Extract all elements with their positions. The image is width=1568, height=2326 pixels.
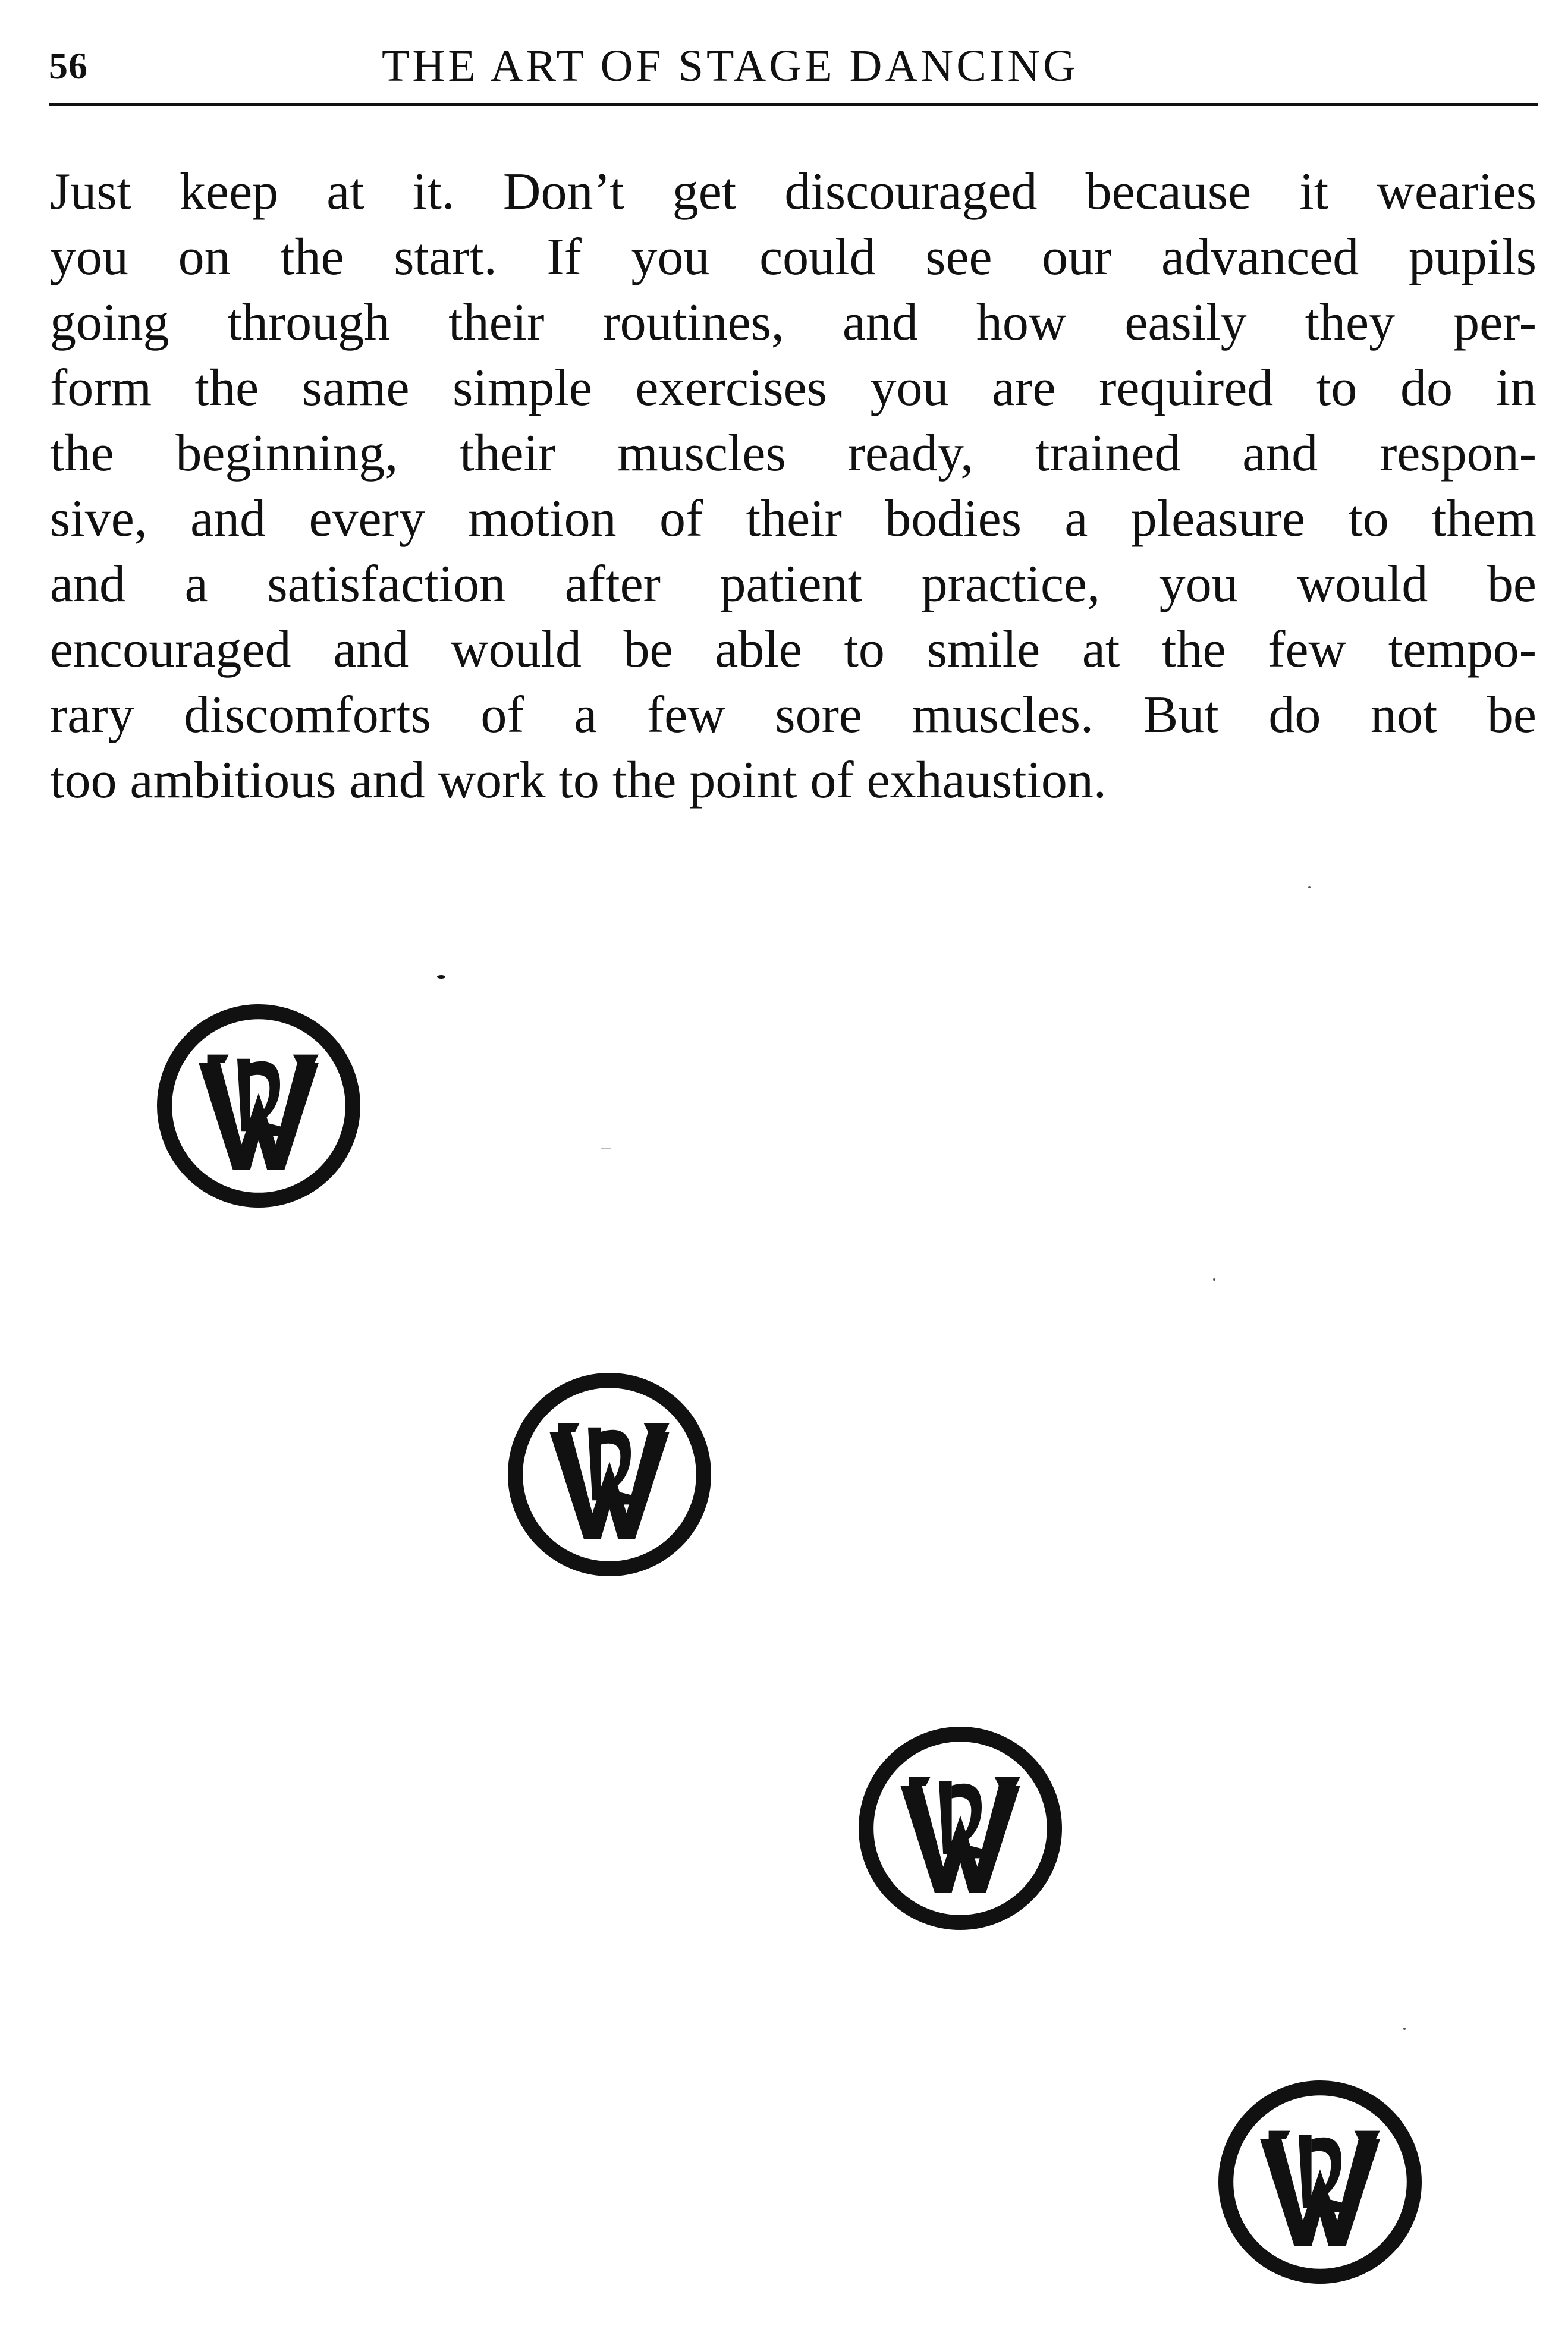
- body-paragraph: [50, 159, 1536, 813]
- scan-speck: [437, 975, 445, 979]
- running-title: THE ART OF STAGE DANCING: [382, 41, 1079, 91]
- text-line: you on the start. If you could see our advanced pupils: [50, 228, 1536, 286]
- text-line: sive, and every motion of their bodies a pleasure to them: [50, 490, 1536, 548]
- text-line: rary discomforts of a few sore muscles. But do not be: [50, 686, 1536, 744]
- page-header: [49, 36, 1538, 106]
- monogram-emblem-icon: [1213, 2075, 1427, 2289]
- scan-speck: [601, 1148, 611, 1149]
- text-line: the beginning, their muscles ready, trained and respon-: [50, 425, 1536, 482]
- text-line: going through their routines, and how easily they per-: [50, 294, 1536, 351]
- text-line: form the same simple exercises you are required to do in: [50, 359, 1536, 417]
- text-line: Just keep at it. Don’t get discouraged because it wearies: [50, 163, 1536, 221]
- monogram-emblem-icon: [152, 999, 366, 1213]
- scan-speck: [1213, 1278, 1215, 1281]
- text-line: encouraged and would be able to smile at the few tempo-: [50, 621, 1536, 678]
- scan-speck: [1403, 2028, 1406, 2030]
- text-line: too ambitious and work to the point of exhaustion.: [50, 752, 1107, 809]
- scan-speck: [1308, 886, 1311, 888]
- monogram-emblem-icon: [853, 1721, 1067, 1935]
- text-line: and a satisfaction after patient practice, you would be: [50, 555, 1536, 613]
- monogram-emblem-icon: [502, 1368, 717, 1582]
- page-number: 56: [49, 45, 88, 87]
